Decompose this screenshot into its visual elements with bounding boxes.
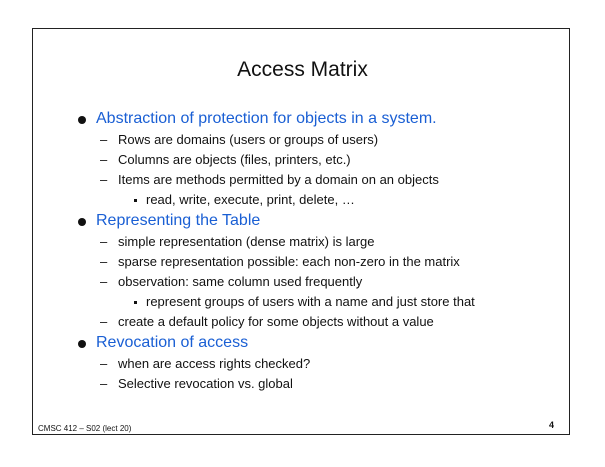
bullet-list — [76, 108, 556, 394]
list-item — [76, 312, 556, 332]
page-number: 4 — [549, 420, 555, 430]
list-item — [76, 170, 556, 190]
list-item-text: Items are methods permitted by a domain on an objects — [118, 172, 439, 187]
list-item — [76, 150, 556, 170]
dash-icon: – — [100, 274, 108, 289]
bullet-dot-icon — [78, 116, 86, 124]
section-heading-text: Abstraction of protection for objects in a system. — [96, 110, 437, 127]
list-item-text: create a default policy for some objects without a value — [118, 314, 434, 329]
list-item — [76, 354, 556, 374]
section-heading-text: Revocation of access — [96, 334, 249, 351]
list-item-text: observation: same column used frequently — [118, 274, 363, 289]
section-heading-revocation — [76, 332, 556, 354]
bullet-dot-icon — [78, 218, 86, 226]
list-item — [76, 374, 556, 394]
slide-footer: CMSC 412 – S02 (lect 20) — [38, 424, 132, 433]
dash-icon: – — [100, 234, 108, 249]
section-heading-text: Representing the Table — [96, 212, 261, 229]
bullet-dot-icon — [78, 340, 86, 348]
sub-list-item — [76, 292, 556, 312]
section-heading-representing — [76, 210, 556, 232]
list-item — [76, 232, 556, 252]
sub-list-item-text: read, write, execute, print, delete, … — [146, 192, 355, 207]
dash-icon: – — [100, 152, 108, 167]
dash-icon: – — [100, 254, 108, 269]
section-heading-abstraction — [76, 108, 556, 130]
dash-icon: – — [100, 172, 108, 187]
dash-icon: – — [100, 376, 108, 391]
dash-icon: – — [100, 356, 108, 371]
slide-title: Access Matrix — [237, 58, 368, 81]
square-bullet-icon — [134, 199, 137, 202]
list-item-text: Selective revocation vs. global — [118, 376, 293, 391]
dash-icon: – — [100, 132, 108, 147]
square-bullet-icon — [134, 301, 137, 304]
list-item — [76, 272, 556, 292]
sub-list-item-text: represent groups of users with a name and just store that — [146, 294, 475, 309]
dash-icon: – — [100, 314, 108, 329]
list-item-text: simple representation (dense matrix) is large — [118, 234, 375, 249]
list-item-text: Rows are domains (users or groups of users) — [118, 132, 379, 147]
sub-list-item — [76, 190, 556, 210]
list-item-text: sparse representation possible: each non-zero in the matrix — [118, 254, 460, 269]
list-item — [76, 252, 556, 272]
list-item-text: Columns are objects (files, printers, etc.) — [118, 152, 351, 167]
list-item — [76, 130, 556, 150]
list-item-text: when are access rights checked? — [118, 356, 311, 371]
